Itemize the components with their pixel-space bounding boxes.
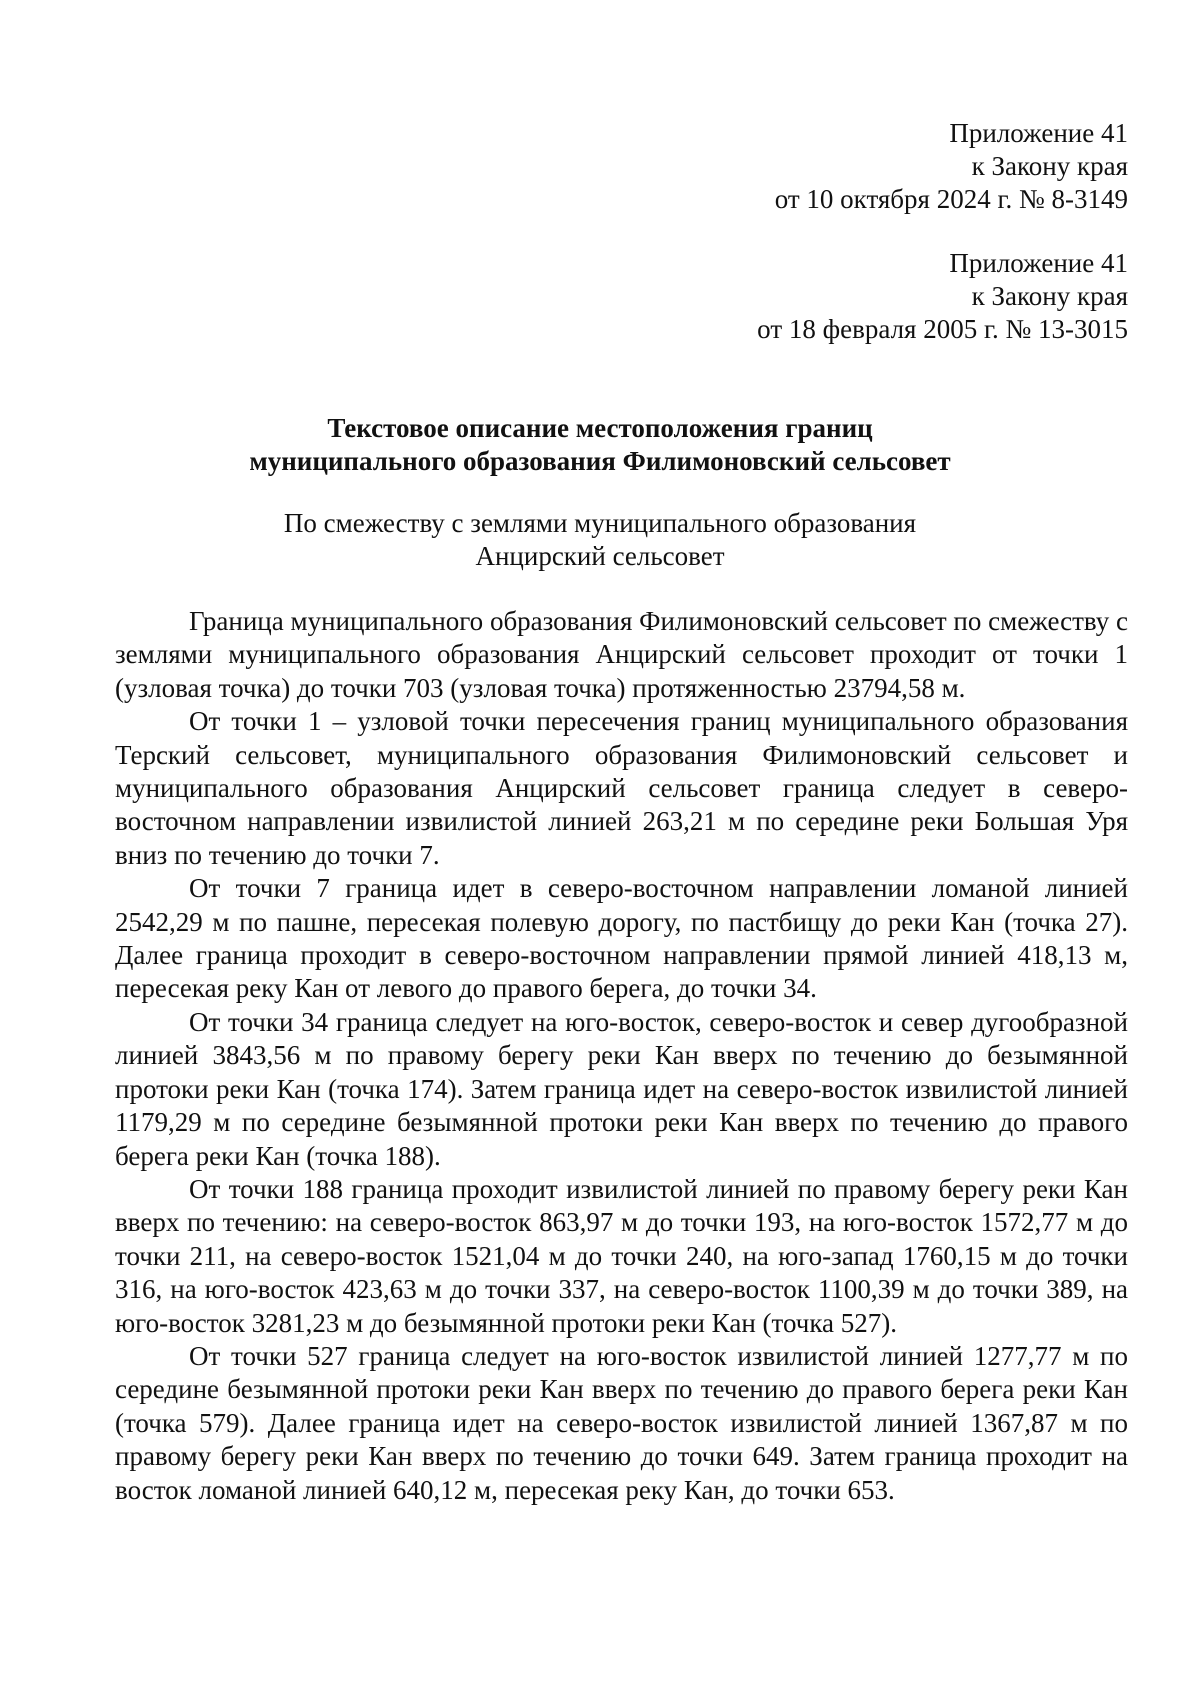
body-paragraph: Граница муниципального образования Филимоновский сельсовет по смежеству с землями муниципального образования Анцирский сельсовет проходит от точки 1 (узловая точка) до точки 703 (узловая точка) протяженностью 23794,58 м. [115,606,1128,703]
section-heading-line-1: По смежеству с землями муниципального образования [283,508,917,538]
body-paragraph: От точки 7 граница идет в северо-восточном направлении ломаной линией 2542,29 м по пашне, пересекая полевую дорогу, по пастбищу до реки Кан (точка 27). Далее граница проходит в северо-восточном направлении прямой линией 418,13 м, пересекая реку Кан от левого до правого берега, до точки 34. [115,873,1128,1004]
body-paragraph: От точки 1 – узловой точки пересечения границ муниципального образования Терский сельсовет, муниципального образования Филимоновский сельсовет и муниципального образования Анцирский сельсовет граница следует в северо-восточном направлении извилистой линией 263,21 м по середине реки Большая Уря вниз по течению до точки 7. [115,706,1128,870]
body-paragraph: От точки 34 граница следует на юго-восток, северо-восток и север дугообразной линией 3843,56 м по правому берегу реки Кан вверх по течению до безымянной протоки реки Кан (точка 174). Затем граница идет на северо-восток извилистой линией 1179,29 м по середине безымянной протоки реки Кан вверх по течению до правого берега реки Кан (точка 188). [115,1006,1128,1171]
appendix-date: от 18 февраля 2005 г. № 13-3015 [757,314,1128,344]
document-body [115,605,1128,1507]
appendix-date: от 10 октября 2024 г. № 8-3149 [774,184,1128,214]
appendix-law-ref: к Закону края [971,281,1128,311]
document-title-line-2: муниципального образования Филимоновский сельсовет [249,446,951,476]
section-heading-line-2: Анцирский сельсовет [475,541,725,571]
document-title-line-1: Текстовое описание местоположения границ [327,413,873,443]
appendix-law-ref: к Закону края [971,151,1128,181]
body-paragraph: От точки 527 граница следует на юго-восток извилистой линией 1277,77 м по середине безымянной протоки реки Кан вверх по течению до правого берега реки Кан (точка 579). Далее граница идет на северо-восток извилистой линией 1367,87 м по правому берегу реки Кан вверх по течению до точки 649. Затем граница проходит на восток ломаной линией 640,12 м, пересекая реку Кан, до точки 653. [115,1340,1128,1505]
body-paragraph: От точки 188 граница проходит извилистой линией по правому берегу реки Кан вверх по течению: на северо-восток 863,97 м до точки 193, на юго-восток 1572,77 м до точки 211, на северо-восток 1521,04 м до точки 240, на юго-запад 1760,15 м до точки 316, на юго-восток 423,63 м до точки 337, на северо-восток 1100,39 м до точки 389, на юго-восток 3281,23 м до безымянной протоки реки Кан (точка 527). [115,1173,1128,1338]
appendix-header-current [608,117,1128,216]
appendix-header-original [608,247,1128,346]
document-title [60,412,1140,478]
appendix-number: Приложение 41 [949,248,1128,278]
appendix-number: Приложение 41 [949,118,1128,148]
section-heading [60,507,1140,573]
